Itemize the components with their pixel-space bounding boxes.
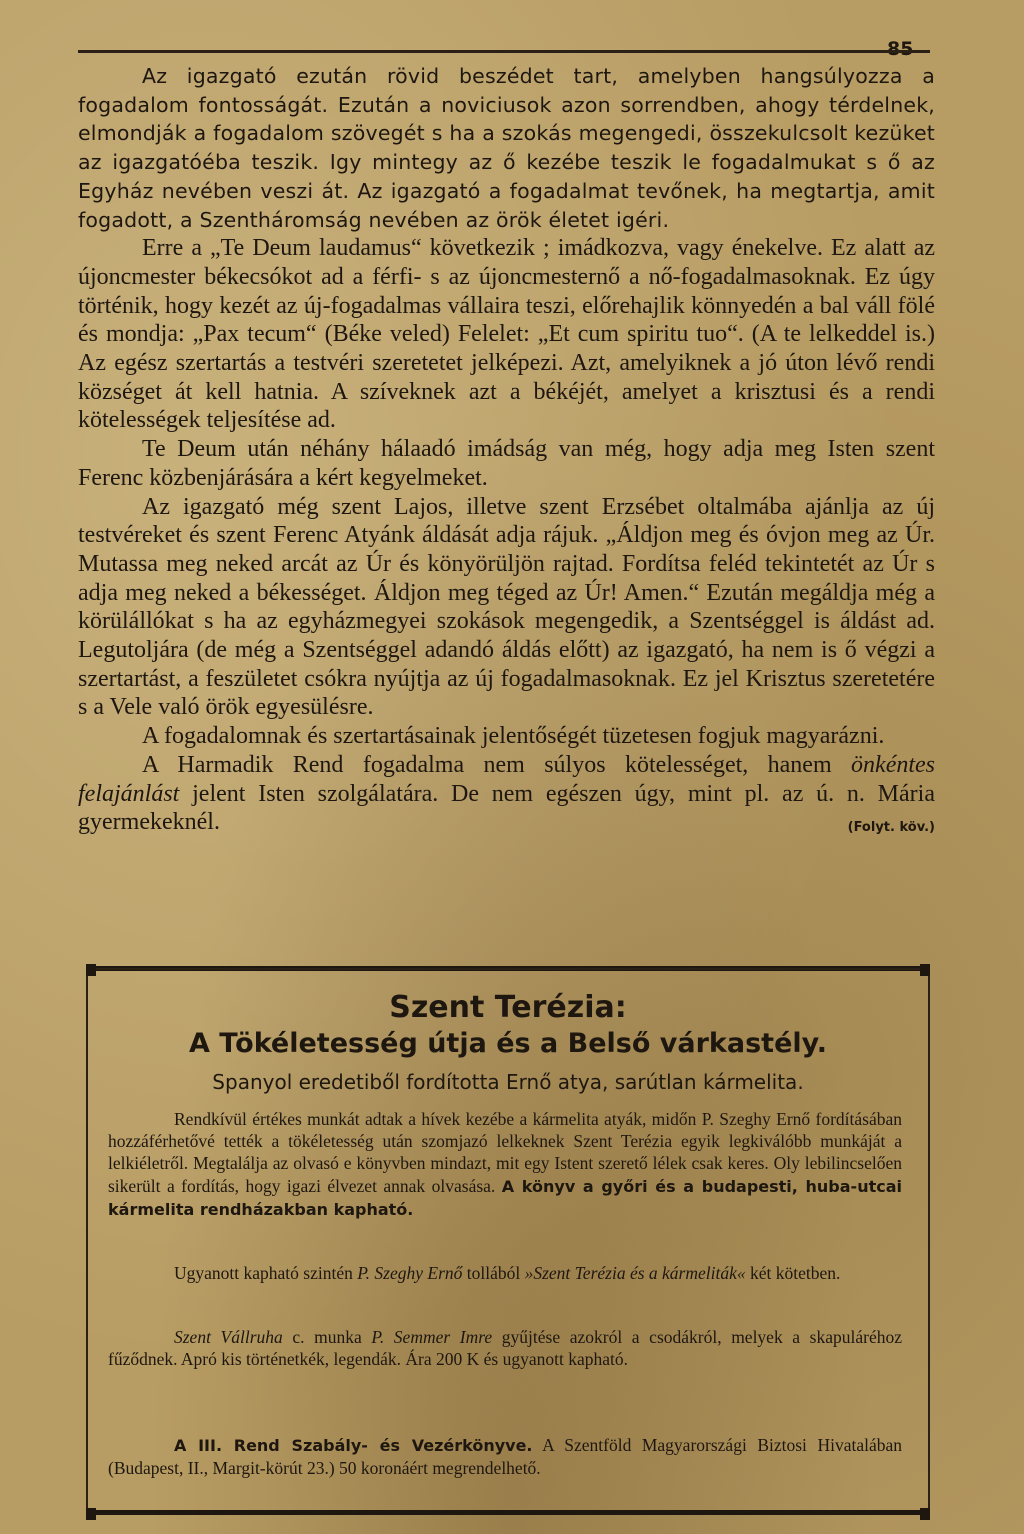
corner-ornament	[86, 964, 96, 976]
advert-text: A Szentföld Magyarországi Biztosi Hivatalában (Budapest, II., Margit-körút 23.) 50 koronáért megrendelhető.	[108, 1435, 902, 1479]
article-paragraph-2: Erre a „Te Deum laudamus“ következik ; imádkozva, vagy énekelve. Ez alatt az újoncmester békecsókot ad a férfi- s az újoncmesternő a nő-fogadalmasoknak. Ez úgy történik, hogy kezét az új-fogadalmas vállaira teszi, előrehajlik könnyedén a bal váll fölé és mondja: „Pax tecum“ (Béke veled) Felelet: „Et cum spiritu tuo“. (A te lelkeddel is.) Az egész szertartás a testvéri szeretetet jelképezi. Azt, amelyiknek a jó úton lévő rendi községet át kell hatnia. A szíveknek azt a békéjét, amelyet a krisztusi és a rendi kötelességek teljesítése ad.	[78, 235, 935, 434]
article-paragraph-6	[78, 751, 935, 837]
corner-ornament	[86, 1508, 96, 1520]
top-rule	[78, 50, 930, 53]
last-paragraph-end: jelent Isten szolgálatára. De nem egészen úgy, mint pl. az ú. n. Mária gyermekeknél.	[78, 780, 935, 836]
advert-bottom-rule	[86, 1510, 930, 1515]
last-paragraph-italic: önkéntes felajánlást	[78, 751, 936, 807]
advert-book: »Szent Terézia és a kármeliták«	[524, 1263, 746, 1283]
last-paragraph-start: A Harmadik Rend fogadalma nem súlyos kötelességet, hanem	[142, 751, 832, 778]
advert-description: Rendkívül értékes munkát adtak a hívek kezébe a kármelita atyák, midőn P. Szeghy Ernő fordításában hozzáférhetővé tették a tökéletesség után szomjazó lelkeknek Szent Terézia egyik legkiválóbb munkáját a lelkiéletről. Megtalálja az olvasó e könyvben mindazt, mit egy Istent szerető lélek csak keres. Oly lebilincselően sikerült a fordítás, hogy igazi élvezet annak olvasása.	[108, 1109, 902, 1196]
advert-text: Ugyanott kapható szintén	[174, 1263, 353, 1283]
corner-ornament	[920, 964, 930, 976]
advert-availability: A könyv a győri és a budapesti, huba-utcai kármelita rendházakban kapható.	[108, 1176, 903, 1219]
advert-paragraph-2	[108, 1262, 902, 1284]
advert-paragraph-4	[108, 1434, 902, 1479]
advert-paragraph-3	[108, 1326, 902, 1370]
advert-book: Szent Vállruha	[174, 1327, 283, 1347]
article-body	[78, 62, 935, 843]
advert-text: tollából	[466, 1263, 521, 1283]
article-paragraph-1: Az igazgató ezután rövid beszédet tart, amelyben hangsúlyozza a fogadalom fontosságát. Ezután a noviciusok azon sorrendben, ahogy térdelnek, elmondják a fogadalom szövegét s ha a szokás megengedi, összekulcsolt kezüket az igazgatóéba teszik. Igy mintegy az ő kezébe teszik le fogadalmukat s ő az Egyház nevében veszi át. Az igazgató a fogadalmat tevőnek, ha megtartja, amit fogadott, a Szentháromság nevében az örök életet igéri.	[78, 64, 935, 232]
advert-book-title: A Tökéletesség útja és a Belső várkastély.	[188, 1028, 828, 1059]
advert-text: gyűjtése azokról a csodákról, melyek a skapuláréhoz fűződnek. Apró kis történetkék, legendák. Ára 200 K és ugyanott kapható.	[108, 1327, 903, 1370]
advert-text: c. munka	[292, 1327, 362, 1347]
advert-text: két kötetben.	[749, 1263, 841, 1283]
advert-subtitle: Spanyol eredetiből fordította Ernő atya, sarútlan kármelita.	[212, 1070, 804, 1094]
article-paragraph-4: Az igazgató még szent Lajos, illetve szent Erzsébet oltalmába ajánlja az új testvéreket és szent Ferenc Atyánk áldását adja rájuk. „Áldjon meg és óvjon meg az Úr. Mutassa meg neked arcát az Úr és könyörüljön rajtad. Fordítsa feléd tekintetét az Úr s adja meg neked a békességet. Áldjon meg téged az Úr! Amen.“ Ezután megáldja még a körülállókat s ha az egyházmegyei szokások megengedik, a Szentséggel is áldást ad. Legutoljára (de még a Szentséggel adandó áldás előtt) az igazgató, ha nem is ő végzi a szertartást, a feszületet csókra nyújtja az új fogadalmasoknak. Ez jel Krisztus szeretetére s a Vele való örök egyesülésre.	[78, 493, 935, 721]
article-paragraph-5: A fogadalomnak és szertartásainak jelentőségét tüzetesen fogjuk magyarázni.	[142, 723, 885, 750]
advert-book: A III. Rend Szabály- és Vezérkönyve.	[174, 1436, 533, 1455]
continued-note: (Folyt. köv.)	[847, 820, 935, 836]
advert-paragraph-1	[108, 1108, 902, 1221]
advert-author: P. Szeghy Ernő	[357, 1263, 463, 1283]
page-number: 85	[887, 38, 914, 60]
corner-ornament	[920, 1508, 930, 1520]
advert-author: P. Semmer Imre	[371, 1327, 493, 1347]
article-paragraph-3: Te Deum után néhány hálaadó imádság van még, hogy adja meg Isten szent Ferenc közbenjárására a kért kegyelmeket.	[78, 436, 935, 491]
advert-title: Szent Terézia:	[389, 990, 627, 1025]
